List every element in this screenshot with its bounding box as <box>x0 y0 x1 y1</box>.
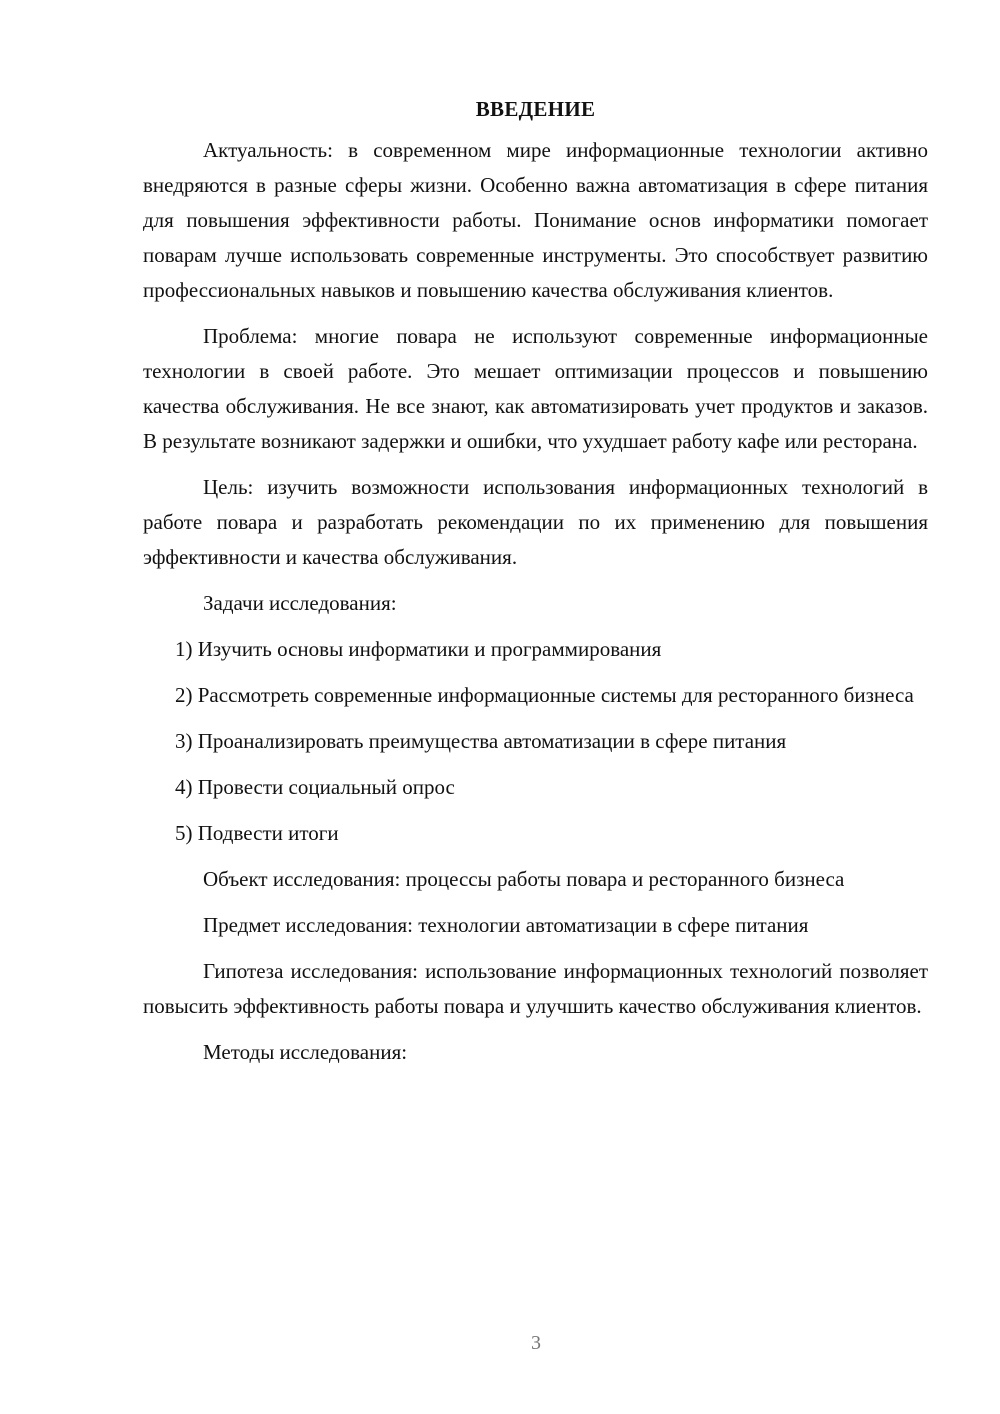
page-number: 3 <box>531 1332 541 1354</box>
object-paragraph: Объект исследования: процессы работы повара и ресторанного бизнеса <box>203 867 845 891</box>
problem-paragraph: Проблема: многие повара не используют современные информационные технологии в своей работе. Это мешает оптимизации процессов и повышению качества обслуживания. Не все знают, как автоматизировать учет продуктов и заказов. В результате возникают задержки и ошибки, что ухудшает работу кафе или ресторана. <box>143 324 928 453</box>
goal-paragraph: Цель: изучить возможности использования информационных технологий в работе повара и разработать рекомендации по их применению для повышения эффективности и качества обслуживания. <box>143 475 928 569</box>
task-item-5: 5) Подвести итоги <box>175 821 339 845</box>
actuality-paragraph: Актуальность: в современном мире информационные технологии активно внедряются в разные сферы жизни. Особенно важна автоматизация в сфере питания для повышения эффективности работы. Понимание основ информатики помогает поварам лучше использовать современные инструменты. Это способствует развитию профессиональных навыков и повышению качества обслуживания клиентов. <box>143 138 928 302</box>
hypothesis-paragraph: Гипотеза исследования: использование информационных технологий позволяет повысить эффективность работы повара и улучшить качество обслуживания клиентов. <box>143 959 928 1018</box>
subject-paragraph: Предмет исследования: технологии автоматизации в сфере питания <box>203 913 809 937</box>
task-item-2: 2) Рассмотреть современные информационные системы для ресторанного бизнеса <box>175 683 914 707</box>
task-item-3: 3) Проанализировать преимущества автоматизации в сфере питания <box>175 729 787 753</box>
document-page <box>143 92 928 1081</box>
section-title: ВВЕДЕНИЕ <box>475 97 596 121</box>
tasks-heading: Задачи исследования: <box>203 591 397 615</box>
methods-heading: Методы исследования: <box>203 1040 408 1064</box>
task-item-1: 1) Изучить основы информатики и программирования <box>175 637 662 661</box>
task-item-4: 4) Провести социальный опрос <box>175 775 455 799</box>
